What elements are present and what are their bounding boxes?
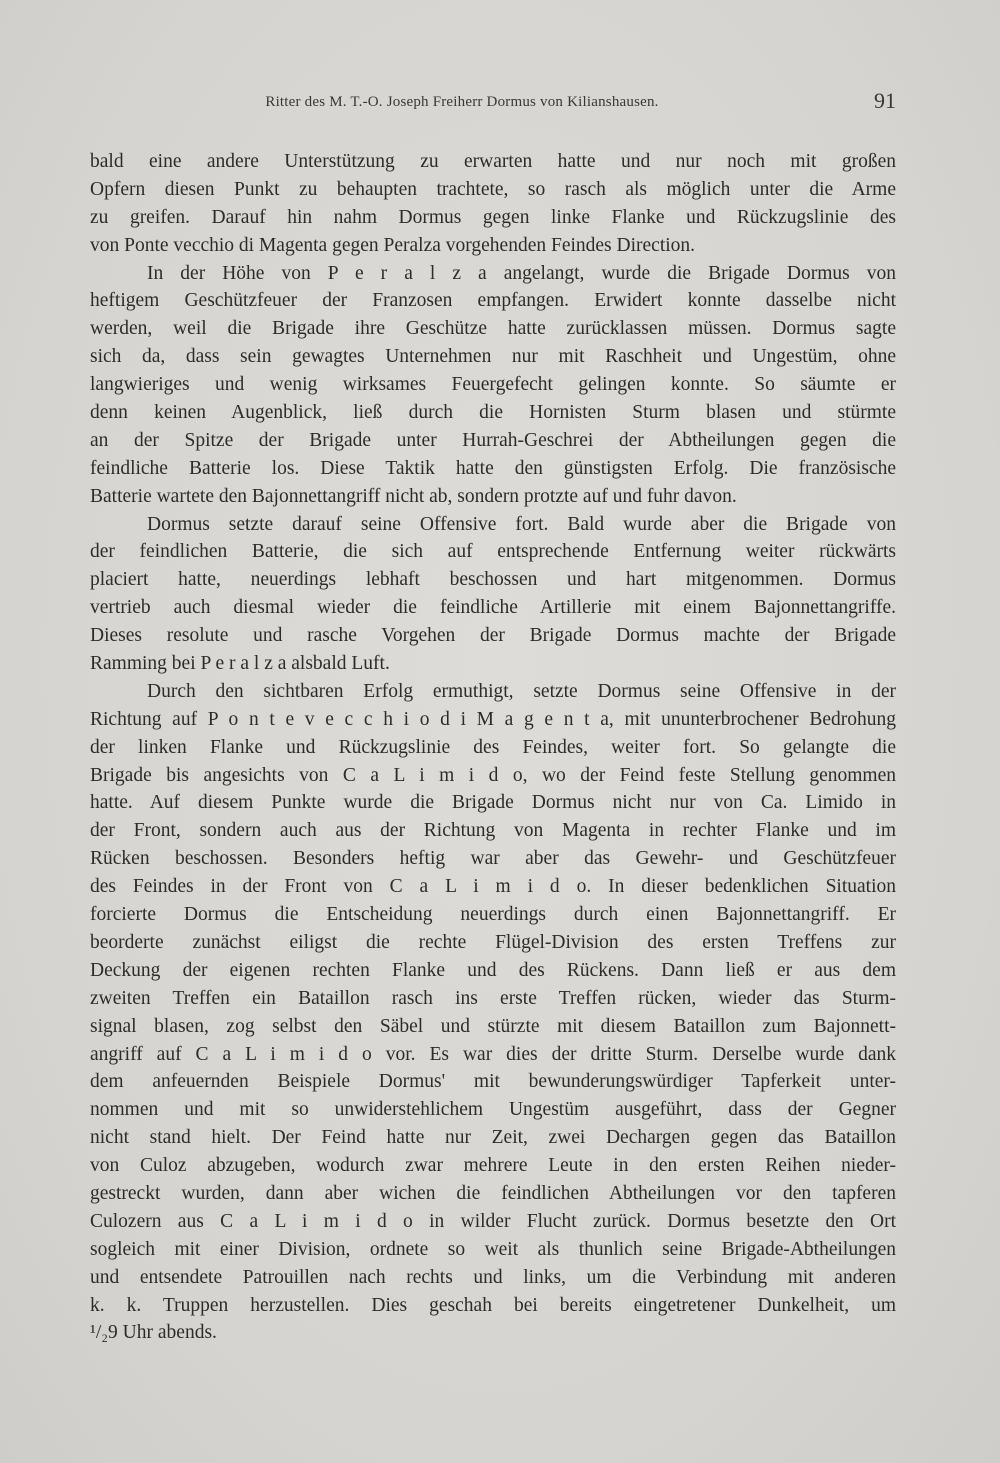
text-line: Rücken beschossen. Besonders heftig war aber das Gewehr- und Geschützfeuer — [90, 848, 896, 870]
text-line: des Feindes in der Front von C a L i m i d o. In dieser bedenklichen Situation — [90, 876, 896, 898]
text-line: Dieses resolute und rasche Vorgehen der Brigade Dormus machte der Brigade — [90, 625, 896, 647]
text-line: nicht stand hielt. Der Feind hatte nur Zeit, zwei Dechargen gegen das Bataillon — [90, 1127, 896, 1149]
text-line: bald eine andere Unterstützung zu erwarten hatte und nur noch mit großen — [90, 151, 896, 172]
text-line: Dormus setzte darauf seine Offensive fort. Bald wurde aber die Brigade von — [147, 513, 896, 535]
text-line: Culozern aus C a L i m i d o in wilder Flucht zurück. Dormus besetzte den Ort — [90, 1210, 896, 1232]
text-line: forcierte Dormus die Entscheidung neuerdings durch einen Bajonnettangriff. Er — [90, 904, 896, 926]
text-line: ¹/₂9 Uhr abends. — [90, 1322, 217, 1344]
text-line: langwieriges und wenig wirksames Feuergefecht gelingen konnte. So säumte er — [90, 374, 896, 396]
text-line: von Ponte vecchio di Magenta gegen Peralza vorgehenden Feindes Direction. — [90, 234, 696, 256]
text-line: der Front, sondern auch aus der Richtung von Magenta in rechter Flanke und im — [90, 820, 896, 842]
text-line: denn keinen Augenblick, ließ durch die Hornisten Sturm blasen und stürmte — [90, 402, 896, 424]
text-line: Durch den sichtbaren Erfolg ermuthigt, setzte Dormus seine Offensive in der — [147, 680, 896, 702]
text-line: sich da, dass sein gewagtes Unternehmen nur mit Raschheit und Ungestüm, ohne — [90, 346, 896, 368]
text-line: sogleich mit einer Division, ordnete so weit als thunlich seine Brigade-Abtheilungen — [90, 1238, 896, 1260]
text-line: vertrieb auch diesmal wieder die feindliche Artillerie mit einem Bajonnettangriffe. — [90, 597, 896, 619]
text-line: Opfern diesen Punkt zu behaupten trachtete, so rasch als möglich unter die Arme — [90, 178, 896, 200]
text-line: werden, weil die Brigade ihre Geschütze hatte zurücklassen müssen. Dormus sagte — [90, 318, 896, 340]
text-line: Batterie wartete den Bajonnettangriff nicht ab, sondern protzte auf und fuhr davon. — [90, 485, 737, 507]
text-line: placiert hatte, neuerdings lebhaft beschossen und hart mitgenommen. Dormus — [90, 569, 896, 591]
text-line: Richtung auf P o n t e v e c c h i o d i M a g e n t a, mit ununterbrochener Bedrohung — [90, 708, 896, 730]
page-header — [90, 88, 896, 118]
text-line: der linken Flanke und Rückzugslinie des Feindes, weiter fort. So gelangte die — [90, 736, 896, 758]
text-line: zweiten Treffen ein Bataillon rasch ins erste Treffen rücken, wieder das Sturm- — [90, 987, 896, 1009]
page-number: 91 — [874, 88, 896, 113]
text-line: feindliche Batterie los. Diese Taktik hatte den günstigsten Erfolg. Die französische — [90, 457, 896, 479]
text-line: beorderte zunächst eiligst die rechte Flügel-Division des ersten Treffens zur — [90, 931, 896, 953]
text-line: zu greifen. Darauf hin nahm Dormus gegen linke Flanke und Rückzugslinie des — [90, 206, 896, 228]
text-line: Deckung der eigenen rechten Flanke und des Rückens. Dann ließ er aus dem — [90, 959, 896, 981]
text-line: dem anfeuernden Beispiele Dormus' mit bewunderungswürdiger Tapferkeit unter- — [90, 1071, 896, 1093]
text-line: Brigade bis angesichts von C a L i m i d o, wo der Feind feste Stellung genommen — [90, 764, 896, 786]
text-line: heftigem Geschützfeuer der Franzosen empfangen. Erwidert konnte dasselbe nicht — [90, 290, 896, 312]
text-line: und entsendete Patrouillen nach rechts und links, um die Verbindung mit anderen — [90, 1266, 896, 1288]
text-line: an der Spitze der Brigade unter Hurrah-Geschrei der Abtheilungen gegen die — [90, 429, 896, 451]
body-text — [90, 148, 896, 1347]
text-line: k. k. Truppen herzustellen. Dies geschah bei bereits eingetretener Dunkelheit, um — [90, 1294, 896, 1316]
text-line: gestreckt wurden, dann aber wichen die feindlichen Abtheilungen vor den tapferen — [90, 1182, 896, 1204]
text-line: angriff auf C a L i m i d o vor. Es war dies der dritte Sturm. Derselbe wurde dank — [90, 1043, 896, 1065]
text-line: Ramming bei P e r a l z a alsbald Luft. — [90, 653, 390, 675]
text-line: der feindlichen Batterie, die sich auf entsprechende Entfernung weiter rückwärts — [90, 541, 896, 563]
text-line: In der Höhe von P e r a l z a angelangt, wurde die Brigade Dormus von — [147, 262, 896, 284]
text-line: signal blasen, zog selbst den Säbel und stürzte mit diesem Bataillon zum Bajonnett- — [90, 1015, 896, 1037]
text-line: hatte. Auf diesem Punkte wurde die Brigade Dormus nicht nur von Ca. Limido in — [90, 792, 896, 814]
text-line: von Culoz abzugeben, wodurch zwar mehrere Leute in den ersten Reihen nieder- — [90, 1155, 896, 1177]
text-line: nommen und mit so unwiderstehlichem Ungestüm ausgeführt, dass der Gegner — [90, 1099, 896, 1121]
running-head: Ritter des M. T.-O. Joseph Freiherr Dormus von Kilianshausen. — [265, 94, 659, 110]
